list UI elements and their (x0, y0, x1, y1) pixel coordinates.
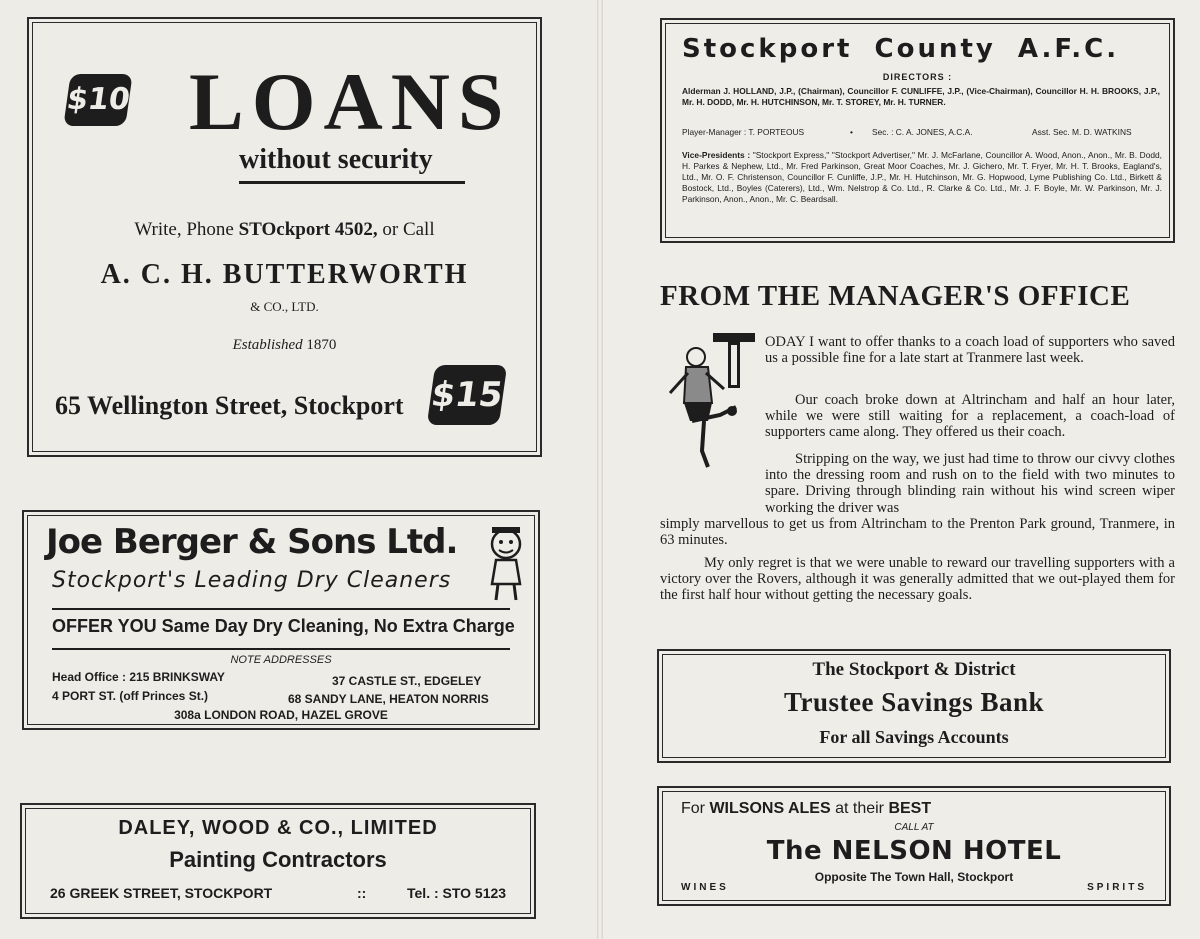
berger-rule-top (52, 608, 510, 610)
loans-company-suffix: & CO., LTD. (250, 299, 319, 314)
daley-subtitle: Painting Contractors (169, 847, 387, 872)
berger-subtitle: Stockport's Leading Dry Cleaners (52, 568, 452, 593)
club-secretary: Sec. : C. A. JONES, A.C.A. (872, 127, 973, 137)
club-title: Stockport County A.F.C. (682, 34, 1120, 64)
manager-section-title: FROM THE MANAGER'S OFFICE (660, 280, 1131, 312)
berger-rule-bottom (52, 648, 510, 650)
berger-london-road: 308a LONDON ROAD, HAZEL GROVE (174, 708, 388, 722)
nelson-hotel-advert (657, 786, 1171, 906)
bank-name: Trustee Savings Bank (783, 687, 1045, 717)
loans-title: LOANS (189, 56, 512, 147)
manager-paragraph-3-continued: simply marvellous to get us from Altrincham to the Prenton Park ground, Tranmere, in 63 minutes. (660, 516, 1175, 549)
nelson-location: Opposite The Town Hall, Stockport (814, 870, 1014, 884)
loans-underline (239, 181, 465, 184)
ten-pound-badge: $10 (63, 74, 132, 126)
club-officials-box (660, 18, 1175, 243)
bank-tagline: For all Savings Accounts (819, 727, 1009, 747)
berger-port-street: 4 PORT ST. (off Princes St.) (52, 689, 209, 703)
manager-paragraph-2: Our coach broke down at Altrincham and half an hour later, while we were still waiting for a replacement, a coach-load of supporters came along. They offered us their coach. (765, 392, 1175, 441)
dry-cleaner-mascot-icon (486, 524, 526, 604)
berger-castle-street: 37 CASTLE ST., EDGELEY (332, 674, 482, 688)
manager-paragraph-3: Stripping on the way, we just had time to throw our civvy clothes into the dressing room and rush on to the field with two minutes to spare. Driving through blinding rain without his wind screen wiper working the driver was (765, 451, 1175, 516)
manager-paragraph-4: My only regret is that we were unable to reward our travelling supporters with a victory over the Rovers, although it was generally admitted that we out-played them for the first half hour without getting the necessary goals. (660, 555, 1175, 604)
vice-presidents: Vice-Presidents : "Stockport Express," "Stockport Advertiser," Mr. J. McFarlane, Councillor A. Wood, Anon., Anon., Mr. B. Dodd, H. Parkes & Nephew, Ltd., Mr. Fred Parkinson, Great Moor Coaches, Mr. J. Gichero, Mr. T. Fryer, Mr. H. T. Brooks, Eagland's, Ltd., Mr. O. F. Christenson, Councillor F. Cunliffe, J.P., Mr. H. Hutchinson, Mr. G. Hopwood, Lyme Publishing Co. Ltd., Birkett & Bostock, Ltd., Boyles (Caterers), Ltd., Wm. Nelstrop & Co. Ltd., R. Clarke & Co. Ltd., Mr. J. F. Boyle, Mr. W. Parkinson, Mr. J. Parkinson, Anon., Anon., Mr. C. Beardsall. (682, 150, 1162, 204)
berger-offer: OFFER YOU Same Day Dry Cleaning, No Extra Charge (52, 616, 515, 636)
nelson-wines: WINES (681, 882, 729, 893)
player-manager: Player-Manager : T. PORTEOUS (682, 127, 805, 137)
berger-advert (22, 510, 540, 730)
nelson-call-at: CALL AT (894, 822, 934, 833)
drop-cap-t-icon (713, 333, 755, 388)
loans-established: Established 1870 (232, 337, 337, 353)
daley-separator: :: (357, 885, 367, 901)
nelson-hotel-name: The NELSON HOTEL (766, 836, 1062, 866)
bank-line-1: The Stockport & District (812, 659, 1016, 680)
assistant-secretary: Asst. Sec. M. D. WATKINS (1032, 127, 1132, 137)
daley-advert (20, 803, 536, 919)
berger-head-office: Head Office : 215 BRINKSWAY (52, 670, 225, 684)
berger-title: Joe Berger & Sons Ltd. (46, 522, 458, 562)
manager-paragraph-1: ODAY I want to offer thanks to a coach load of supporters who saved us a possible fine for a late start at Tranmere last week. (765, 334, 1175, 367)
berger-sandy-lane: 68 SANDY LANE, HEATON NORRIS (288, 692, 489, 706)
directors-heading: DIRECTORS : (882, 72, 953, 82)
daley-address: 26 GREEK STREET, STOCKPORT (50, 885, 273, 901)
daley-title: DALEY, WOOD & CO., LIMITED (118, 817, 438, 839)
nelson-ales-line: For WILSONS ALES at their BEST (681, 800, 932, 817)
nelson-spirits: SPIRITS (1087, 882, 1147, 893)
club-separator-icon: • (850, 127, 853, 137)
fifteen-pound-badge: $15 (427, 365, 507, 425)
loans-advert (27, 17, 542, 457)
page-spine (597, 0, 603, 939)
loans-address: 65 Wellington Street, Stockport (55, 391, 404, 420)
loans-company-name: A. C. H. BUTTERWORTH (100, 259, 469, 290)
directors-list: Alderman J. HOLLAND, J.P., (Chairman), Councillor F. CUNLIFFE, J.P., (Vice-Chairman), Councillor H. H. BROOKS, J.P., Mr. H. DODD, Mr. H. HUTCHINSON, Mr. T. STOREY, Mr. H. TURNER. (682, 86, 1160, 107)
loans-contact-line: Write, Phone STOckport 4502, or Call (134, 219, 435, 240)
bank-advert (657, 649, 1171, 763)
berger-note: NOTE ADDRESSES (230, 654, 332, 666)
daley-telephone: Tel. : STO 5123 (407, 885, 507, 901)
loans-subtitle: without security (239, 144, 433, 175)
